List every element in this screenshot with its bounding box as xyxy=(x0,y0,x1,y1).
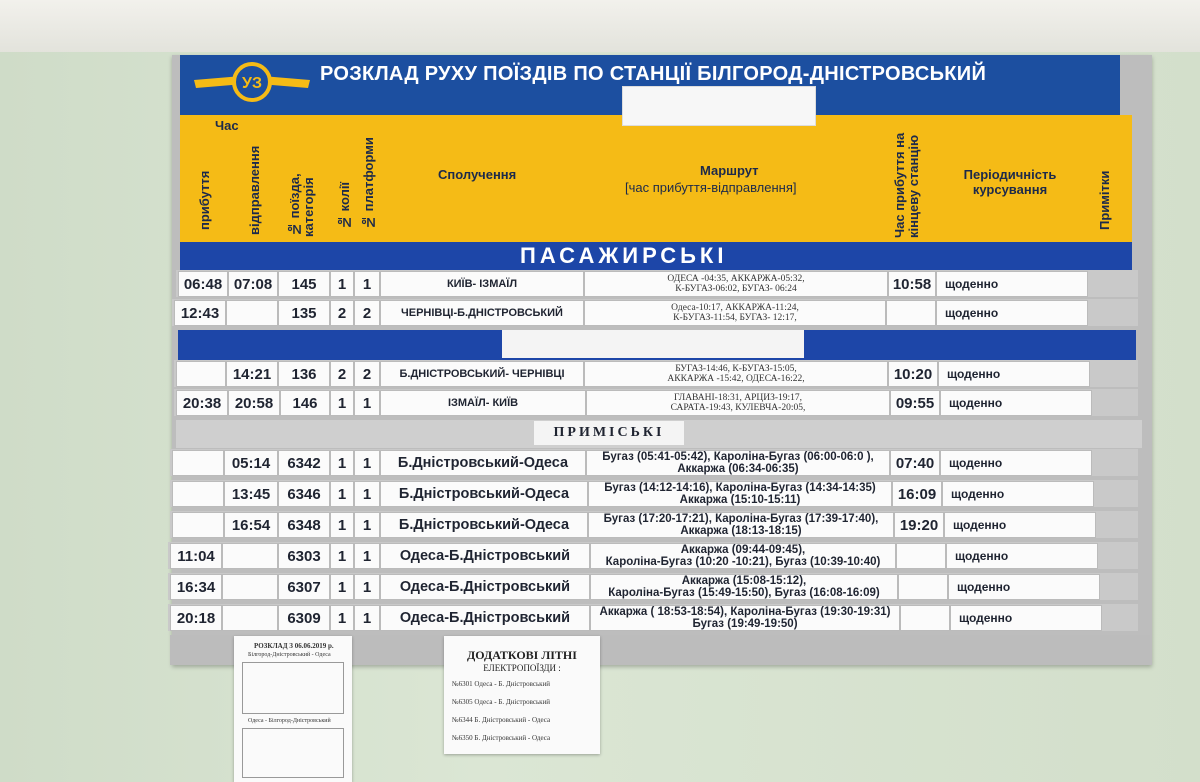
departure-time: 20:58 xyxy=(228,390,280,416)
section-passenger: ПАСАЖИРСЬКІ xyxy=(520,243,728,268)
route-line: Аккаржа (06:34-06:35) xyxy=(677,463,799,475)
end-arrival-time: 07:40 xyxy=(890,450,940,476)
track-number: 1 xyxy=(330,390,354,416)
platform-number: 1 xyxy=(354,543,380,569)
header-time: Час xyxy=(215,118,239,133)
route-line: Аккаржа (18:13-18:15) xyxy=(680,525,802,537)
connection: ІЗМАЇЛ- КИЇВ xyxy=(380,390,586,416)
header-notes: Примітки xyxy=(1097,170,1112,230)
route-line: Кароліна-Бугаз (15:49-15:50), Бугаз (16:08-16:09) xyxy=(608,587,880,599)
header-end-arrival: Час прибуття на кінцеву станцію xyxy=(892,132,921,238)
platform-number: 1 xyxy=(354,574,380,600)
route-stops xyxy=(586,390,890,416)
route-line: ОДЕСА -04:35, АККАРЖА-05:32, xyxy=(667,274,805,284)
header-route-sub: [час прибуття-відправлення] xyxy=(625,180,797,195)
notice-line: №6305 Одеса - Б. Дністровський xyxy=(452,698,551,706)
header-periodicity: Періодичність курсування xyxy=(963,167,1057,197)
sheet-subtitle-2: Одеса - Білгород-Дністровський xyxy=(248,718,331,724)
route-line: Бугаз (19:49-19:50) xyxy=(692,618,798,630)
logo-text: УЗ xyxy=(242,75,262,92)
route-line: Аккаржа (15:08-15:12), xyxy=(681,575,807,587)
route-line: Аккаржа (09:44-09:45), xyxy=(680,544,806,556)
connection: Б.ДНІСТРОВСЬКИЙ- ЧЕРНІВЦІ xyxy=(380,361,584,387)
paper-patch xyxy=(622,86,816,126)
departure-time xyxy=(226,300,278,326)
end-arrival-time: 19:20 xyxy=(894,512,944,538)
arrival-time: 20:38 xyxy=(176,390,228,416)
route-stops xyxy=(584,361,888,387)
connection: Б.Дністровський-Одеса xyxy=(380,512,588,538)
connection: Б.Дністровський-Одеса xyxy=(380,481,588,507)
train-number: 6303 xyxy=(278,543,330,569)
route-line: БУГАЗ-14:46, К-БУГАЗ-15:05, xyxy=(675,364,797,374)
end-arrival-time xyxy=(898,574,948,600)
periodicity: щоденно xyxy=(948,574,1100,600)
platform-number: 1 xyxy=(354,390,380,416)
route-stops xyxy=(584,300,886,326)
platform-number: 1 xyxy=(354,450,380,476)
arrival-time: 20:18 xyxy=(170,605,222,631)
ceiling-molding xyxy=(0,0,1200,52)
route-line: Бугаз (14:12-14:16), Кароліна-Бугаз (14:34-14:35) xyxy=(604,482,876,494)
arrival-time xyxy=(172,512,224,538)
train-number: 146 xyxy=(280,390,330,416)
sheet-table-top xyxy=(242,662,344,714)
end-arrival-time: 10:58 xyxy=(888,271,936,297)
route-line: АККАРЖА -15:42, ОДЕСА-16:22, xyxy=(667,374,805,384)
end-arrival-time: 09:55 xyxy=(890,390,940,416)
train-number: 145 xyxy=(278,271,330,297)
route-line: Бугаз (17:20-17:21), Кароліна-Бугаз (17:39-17:40), xyxy=(603,513,879,525)
end-arrival-time xyxy=(896,543,946,569)
route-stops xyxy=(590,543,896,569)
train-number: 6307 xyxy=(278,574,330,600)
track-number: 1 xyxy=(330,605,354,631)
connection: ЧЕРНІВЦІ-Б.ДНІСТРОВСЬКИЙ xyxy=(380,300,584,326)
track-number: 1 xyxy=(330,271,354,297)
arrival-time: 12:43 xyxy=(174,300,226,326)
route-stops xyxy=(586,450,890,476)
end-arrival-time xyxy=(886,300,936,326)
departure-time: 13:45 xyxy=(224,481,278,507)
arrival-time xyxy=(176,361,226,387)
route-line: Одеса-10:17, АККАРЖА-11:24, xyxy=(671,303,799,313)
departure-time xyxy=(222,605,278,631)
track-number: 1 xyxy=(330,481,354,507)
end-arrival-time: 10:20 xyxy=(888,361,938,387)
header-train-no: № поїзда, категорія xyxy=(287,173,316,237)
departure-time: 14:21 xyxy=(226,361,278,387)
arrival-time: 16:34 xyxy=(170,574,222,600)
sheet-table-bottom xyxy=(242,728,344,778)
periodicity: щоденно xyxy=(946,543,1098,569)
blank-plate xyxy=(502,330,804,358)
notice-subtitle: ЕЛЕКТРОПОЇЗДИ : xyxy=(483,663,561,673)
periodicity: щоденно xyxy=(938,361,1090,387)
periodicity: щоденно xyxy=(936,271,1088,297)
header-route: Маршрут xyxy=(700,163,759,178)
platform-number: 1 xyxy=(354,605,380,631)
end-arrival-time: 16:09 xyxy=(892,481,942,507)
uz-logo-icon xyxy=(192,58,312,108)
section-suburban: ПРИМІСЬКІ xyxy=(534,421,684,445)
platform-number: 1 xyxy=(354,481,380,507)
connection: Одеса-Б.Дністровський xyxy=(380,574,590,600)
departure-time xyxy=(222,574,278,600)
periodicity: щоденно xyxy=(940,450,1092,476)
platform-number: 1 xyxy=(354,271,380,297)
sheet-subtitle: Білгород-Дністровський - Одеса xyxy=(248,652,331,658)
periodicity: щоденно xyxy=(940,390,1092,416)
train-number: 136 xyxy=(278,361,330,387)
header-platform: № платформи xyxy=(361,137,376,230)
route-stops xyxy=(584,271,888,297)
route-line: Аккаржа ( 18:53-18:54), Кароліна-Бугаз (19:30-19:31) xyxy=(599,606,891,618)
route-stops xyxy=(590,605,900,631)
train-number: 6342 xyxy=(278,450,330,476)
route-line: Бугаз (05:41-05:42), Кароліна-Бугаз (06:00-06:0 ), xyxy=(602,451,874,463)
arrival-time xyxy=(172,450,224,476)
connection: Б.Дністровський-Одеса xyxy=(380,450,586,476)
track-number: 1 xyxy=(330,450,354,476)
connection: КИЇВ- ІЗМАЇЛ xyxy=(380,271,584,297)
notice-line: №6301 Одеса - Б. Дністровський xyxy=(452,680,551,688)
connection: Одеса-Б.Дністровський xyxy=(380,543,590,569)
departure-time: 05:14 xyxy=(224,450,278,476)
sheet-title: РОЗКЛАД З 06.06.2019 р. xyxy=(254,642,334,650)
track-number: 1 xyxy=(330,574,354,600)
notice-line: №6344 Б. Дністровський - Одеса xyxy=(452,716,551,724)
periodicity: щоденно xyxy=(936,300,1088,326)
board-title: РОЗКЛАД РУХУ ПОЇЗДІВ ПО СТАНЦІЇ БІЛГОРОД-ДНІСТРОВСЬКИЙ xyxy=(320,63,987,85)
track-number: 2 xyxy=(330,300,354,326)
header-connection: Сполучення xyxy=(438,167,517,182)
header-departure: відправлення xyxy=(247,145,262,235)
notice-title: ДОДАТКОВІ ЛІТНІ xyxy=(467,648,577,662)
route-line: К-БУГАЗ-11:54, БУГАЗ- 12:17, xyxy=(673,313,797,323)
platform-number: 2 xyxy=(354,300,380,326)
train-number: 6348 xyxy=(278,512,330,538)
route-line: К-БУГАЗ-06:02, БУГАЗ- 06:24 xyxy=(675,284,797,294)
departure-time: 07:08 xyxy=(228,271,278,297)
notice-schedule-sheet xyxy=(234,636,352,782)
end-arrival-time xyxy=(900,605,950,631)
header-arrival: прибуття xyxy=(197,170,212,230)
departure-time: 16:54 xyxy=(224,512,278,538)
notice-line: №6350 Б. Дністровський - Одеса xyxy=(452,734,551,742)
periodicity: щоденно xyxy=(944,512,1096,538)
route-line: Кароліна-Бугаз (10:20 -10:21), Бугаз (10:39-10:40) xyxy=(605,556,881,568)
arrival-time xyxy=(172,481,224,507)
platform-number: 2 xyxy=(354,361,380,387)
departure-time xyxy=(222,543,278,569)
train-number: 135 xyxy=(278,300,330,326)
periodicity: щоденно xyxy=(942,481,1094,507)
track-number: 2 xyxy=(330,361,354,387)
route-line: САРАТА-19:43, КУЛЕВЧА-20:05, xyxy=(670,403,806,413)
route-line: ГЛАВАНІ-18:31, АРЦИЗ-19:17, xyxy=(673,393,803,403)
route-stops xyxy=(588,481,892,507)
notice-summer-trains xyxy=(444,636,600,754)
track-number: 1 xyxy=(330,512,354,538)
route-line: Аккаржа (15:10-15:11) xyxy=(679,494,801,506)
arrival-time: 11:04 xyxy=(170,543,222,569)
platform-number: 1 xyxy=(354,512,380,538)
arrival-time: 06:48 xyxy=(178,271,228,297)
track-number: 1 xyxy=(330,543,354,569)
train-number: 6309 xyxy=(278,605,330,631)
periodicity: щоденно xyxy=(950,605,1102,631)
header-track: № колії xyxy=(337,181,352,230)
train-number: 6346 xyxy=(278,481,330,507)
route-stops xyxy=(588,512,894,538)
connection: Одеса-Б.Дністровський xyxy=(380,605,590,631)
route-stops xyxy=(590,574,898,600)
